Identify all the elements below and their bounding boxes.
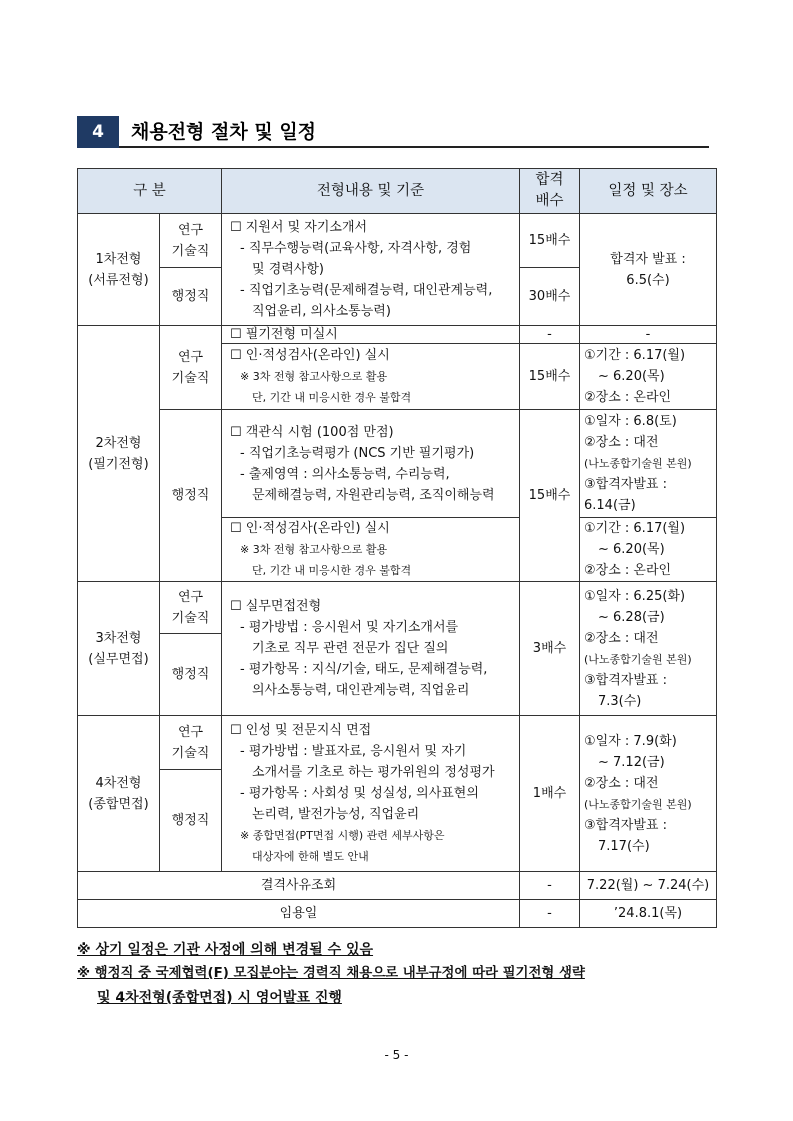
stage3-name: 3차전형 — [95, 630, 142, 646]
schedule-line: ③합격자발표 : — [584, 477, 667, 492]
header-ratio — [520, 169, 580, 214]
stage1-track-admin: 행정직 — [160, 268, 222, 326]
schedule-line: 6.14(금) — [584, 498, 636, 513]
content-line: - 평가항목 : 사회성 및 성실성, 의사표현의 — [240, 786, 479, 801]
stage4-track-admin: 행정직 — [160, 770, 222, 872]
content-line: 논리력, 발전가능성, 직업윤리 — [252, 807, 420, 822]
content-line: ※ 3차 전형 참고사항으로 활용 — [240, 370, 388, 383]
stage3-track-admin: 행정직 — [160, 634, 222, 716]
schedule-line: 6.5(수) — [626, 272, 670, 288]
content-line: ☐ 실무면접전형 — [230, 599, 322, 614]
heading-underline — [119, 146, 709, 148]
section-number: 4 — [77, 116, 119, 148]
stage4-name: 4차전형 — [95, 775, 142, 791]
note-international-line1: ※ 행정직 중 국제협력(F) 모집분야는 경력직 채용으로 내부규정에 따라 필기전형 생략 — [77, 966, 585, 981]
schedule-line: ②장소 : 대전 — [584, 775, 659, 791]
schedule-line: ②장소 : 대전 — [584, 630, 659, 646]
note-schedule-change: ※ 상기 일정은 기관 사정에 의해 변경될 수 있음 — [77, 942, 374, 958]
table-row — [78, 410, 717, 518]
schedule-line: ~ 6.28(금) — [598, 609, 665, 625]
schedule-line: ③합격자발표 : — [584, 672, 667, 688]
schedule-line: ①일자 : 6.25(화) — [584, 588, 686, 604]
stage4-schedule — [580, 716, 717, 872]
stage1-sub: (서류전형) — [88, 272, 149, 288]
stage2-research-schedule — [580, 344, 717, 410]
content-line: - 평가방법 : 응시원서 및 자기소개서를 — [240, 620, 459, 635]
disqualification-schedule: 7.22(월) ~ 7.24(수) — [580, 872, 717, 900]
track-label: 연구 — [177, 222, 204, 238]
notes — [77, 938, 737, 1010]
schedule-line: (나노종합기술원 본원) — [584, 652, 692, 666]
stage3-schedule — [580, 582, 717, 716]
stage4-ratio: 1배수 — [520, 716, 580, 872]
content-line: 직업윤리, 의사소통능력) — [252, 304, 391, 319]
schedule-line: ③합격자발표 : — [584, 817, 667, 833]
schedule-line: ①일자 : 7.9(화) — [584, 733, 677, 749]
content-line: - 직업기초능력(문제해결능력, 대인관계능력, — [240, 283, 493, 298]
track-label: 기술직 — [171, 243, 210, 259]
content-line: 문제해결능력, 자원관리능력, 조직이해능력 — [252, 487, 495, 503]
schedule-line: ②장소 : 온라인 — [584, 390, 672, 405]
stage4-name-cell — [78, 716, 160, 872]
section-heading — [77, 116, 709, 148]
content-line: ※ 3차 전형 참고사항으로 활용 — [240, 543, 388, 556]
content-line: ☐ 필기전형 미실시 — [230, 327, 338, 342]
stage2-sub: (필기전형) — [88, 456, 149, 472]
schedule-line: ①일자 : 6.8(토) — [584, 414, 677, 429]
appointment-ratio: - — [520, 900, 580, 928]
stage4-sub: (종합면접) — [88, 796, 149, 812]
stage2-track-admin: 행정직 — [160, 410, 222, 582]
schedule-line: 7.3(수) — [598, 693, 642, 709]
schedule-line: ①기간 : 6.17(월) — [584, 348, 686, 363]
schedule-line: ②장소 : 온라인 — [584, 563, 672, 578]
disqualification-ratio: - — [520, 872, 580, 900]
content-line: 단, 기간 내 미응시한 경우 불합격 — [252, 564, 412, 577]
stage4-track-research — [160, 716, 222, 770]
header-ratio-line2: 배수 — [535, 193, 564, 209]
table-row — [78, 900, 717, 928]
header-category: 구 분 — [78, 169, 222, 214]
stage2-admin-aptitude-schedule — [580, 518, 717, 582]
track-label: 기술직 — [171, 745, 210, 761]
schedule-line: ②장소 : 대전 — [584, 435, 659, 450]
stage2-written-skip-schedule: - — [580, 326, 717, 344]
header-content: 전형내용 및 기준 — [222, 169, 520, 214]
table-row — [78, 716, 717, 770]
content-line: ☐ 인성 및 전문지식 면접 — [230, 723, 372, 738]
table-header-row — [78, 169, 717, 214]
stage2-track-research — [160, 326, 222, 410]
note-international-line2: 및 4차전형(종합면접) 시 영어발표 진행 — [97, 990, 342, 1006]
content-line: 단, 기간 내 미응시한 경우 불합격 — [252, 391, 412, 404]
header-ratio-line1: 합격 — [535, 172, 564, 188]
track-label: 기술직 — [171, 370, 210, 386]
stage1-content — [222, 214, 520, 326]
schedule-line: ~ 7.12(금) — [598, 754, 665, 770]
content-line: - 평가항목 : 지식/기술, 태도, 문제해결능력, — [240, 662, 488, 677]
stage3-track-research — [160, 582, 222, 634]
stage2-name: 2차전형 — [95, 435, 142, 451]
schedule-line: 7.17(수) — [598, 838, 650, 854]
stage2-research-aptitude — [222, 344, 520, 410]
stage3-ratio: 3배수 — [520, 582, 580, 716]
stage4-content — [222, 716, 520, 872]
stage1-schedule — [580, 214, 717, 326]
track-label: 연구 — [177, 589, 204, 605]
appointment-label: 임용일 — [78, 900, 520, 928]
track-label: 연구 — [177, 724, 204, 740]
schedule-line: (나노종합기술원 본원) — [584, 797, 692, 811]
content-line: - 출제영역 : 의사소통능력, 수리능력, — [240, 466, 450, 482]
table-row — [78, 214, 717, 268]
content-line: ※ 종합면접(PT면접 시행) 관련 세부사항은 — [240, 829, 445, 842]
content-line: - 직업기초능력평가 (NCS 기반 필기평가) — [240, 445, 475, 461]
schedule-table — [77, 168, 717, 928]
content-line: 대상자에 한해 별도 안내 — [252, 850, 369, 863]
schedule-line: ①기간 : 6.17(월) — [584, 521, 686, 536]
stage1-track-research — [160, 214, 222, 268]
content-line: 및 경력사항) — [252, 262, 324, 277]
content-line: ☐ 객관식 시험 (100점 만점) — [230, 424, 394, 440]
stage2-name-cell — [78, 326, 160, 582]
section-title: 채용전형 절차 및 일정 — [131, 121, 317, 143]
table-row — [78, 582, 717, 634]
stage2-admin-ratio: 15배수 — [520, 410, 580, 582]
table-row — [78, 326, 717, 344]
stage1-name-cell — [78, 214, 160, 326]
stage3-sub: (실무면접) — [88, 651, 149, 667]
track-label: 연구 — [177, 349, 204, 365]
stage2-written-skip-ratio: - — [520, 326, 580, 344]
track-label: 기술직 — [171, 610, 210, 626]
table-row — [78, 872, 717, 900]
content-line: 소개서를 기초로 하는 평가위원의 정성평가 — [252, 765, 495, 780]
schedule-line: 합격자 발표 : — [610, 251, 686, 267]
page-number: - 5 - — [384, 1048, 409, 1062]
stage1-ratio-admin: 30배수 — [520, 268, 580, 326]
content-line: - 직무수행능력(교육사항, 자격사항, 경험 — [240, 241, 472, 256]
content-line: 기초로 직무 관련 전문가 집단 질의 — [252, 641, 449, 656]
stage1-name: 1차전형 — [95, 251, 142, 267]
stage2-research-ratio: 15배수 — [520, 344, 580, 410]
content-line: ☐ 인·적성검사(온라인) 실시 — [230, 521, 390, 536]
schedule-line: ~ 6.20(목) — [598, 369, 665, 384]
schedule-line: (나노종합기술원 본원) — [584, 457, 692, 470]
stage3-content — [222, 582, 520, 716]
stage2-admin-written — [222, 410, 520, 518]
header-schedule: 일정 및 장소 — [580, 169, 717, 214]
stage2-admin-aptitude — [222, 518, 520, 582]
stage2-admin-written-schedule — [580, 410, 717, 518]
content-line: - 평가방법 : 발표자료, 응시원서 및 자기 — [240, 744, 467, 759]
content-line: 의사소통능력, 대인관계능력, 직업윤리 — [252, 683, 470, 698]
stage3-name-cell — [78, 582, 160, 716]
content-line: ☐ 지원서 및 자기소개서 — [230, 220, 368, 235]
disqualification-label: 결격사유조회 — [78, 872, 520, 900]
stage2-written-skip — [222, 326, 520, 344]
stage1-ratio-research: 15배수 — [520, 214, 580, 268]
schedule-line: ~ 6.20(목) — [598, 542, 665, 557]
content-line: ☐ 인·적성검사(온라인) 실시 — [230, 348, 390, 363]
appointment-schedule: ’24.8.1(목) — [580, 900, 717, 928]
